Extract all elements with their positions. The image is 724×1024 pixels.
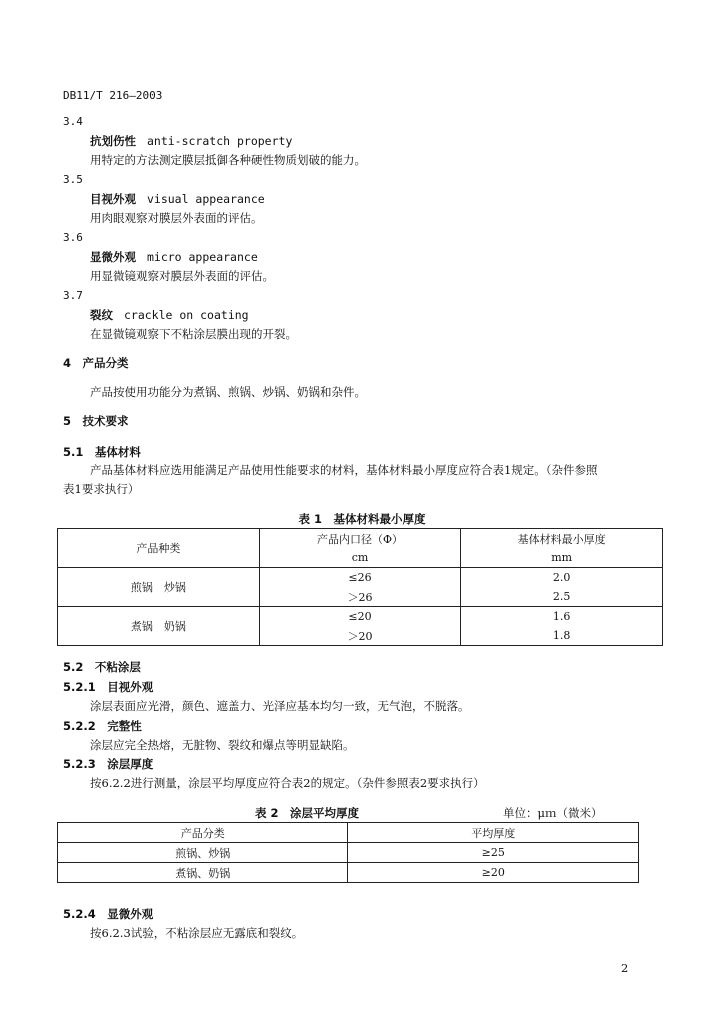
table-row [58,568,663,588]
term-cn: 显微外观 [90,250,136,264]
section-5-2-2-heading: 5.2.2 完整性 [63,719,142,733]
term-number: 3.5 [63,173,83,186]
term-number: 3.6 [63,231,83,244]
section-5-2-4-text: 按6.2.3试验，不粘涂层应无露底和裂纹。 [90,926,304,940]
table-header-cell: 产品种类 [58,529,260,568]
term-en: crackle on coating [123,308,249,322]
term-definition: 用肉眼观察对膜层外表面的评估。 [90,211,263,225]
section-5-2-3-text: 按6.2.2进行测量，涂层平均厚度应符合表2的规定。（杂件参照表2要求执行） [90,776,485,790]
table-header-cell: 产品内口径（Φ） [259,529,461,549]
page-number: 2 [621,961,629,975]
section-5-2-1-text: 涂层表面应光滑，颜色、遮盖力、光泽应基本均匀一致，无气泡，不脱落。 [90,699,470,713]
term-cn: 目视外观 [90,192,136,206]
table-row [58,823,639,843]
table-cell: ＞26 [259,587,461,607]
section-5-heading: 5 技术要求 [63,414,129,428]
section-5-1-text-line1: 产品基体材料应选用能满足产品使用性能要求的材料，基体材料最小厚度应符合表1规定。（杂件参照 [90,463,598,477]
table-cell: 煮锅、奶锅 [58,863,348,883]
section-5-2-heading: 5.2 不粘涂层 [63,660,141,674]
table-header-cell: 基体材料最小厚度 [461,529,663,549]
term-en: anti-scratch property [146,134,293,148]
term-definition: 用显微镜观察对膜层外表面的评估。 [90,269,274,283]
section-4-heading: 4 产品分类 [63,356,129,370]
table-header-cell: 平均厚度 [348,823,639,843]
section-5-2-2-text: 涂层应完全热熔，无脏物、裂纹和爆点等明显缺陷。 [90,738,355,752]
table-row [58,529,663,549]
section-5-1-heading: 5.1 基体材料 [63,445,141,459]
table-unit-cell: mm [461,548,663,568]
table-cell: 1.8 [461,626,663,646]
table-row [58,863,639,883]
table-row [58,843,639,863]
section-5-1-text-line2: 表1要求执行） [63,482,140,496]
table-unit-cell: cm [259,548,461,568]
table-1-caption: 表 1 基体材料最小厚度 [298,512,426,526]
table-header-cell: 产品分类 [58,823,348,843]
term-number: 3.4 [63,115,83,128]
section-5-2-1-heading: 5.2.1 目视外观 [63,680,154,694]
table-1 [57,528,663,646]
document-code: DB11/T 216—2003 [63,89,163,102]
table-cell: 煎锅 炒锅 [58,568,260,607]
term-cn: 裂纹 [90,308,113,322]
table-2-unit: 单位：μｍ（微米） [503,806,603,820]
term-definition: 用特定的方法测定膜层抵御各种硬性物质划破的能力。 [90,153,366,167]
table-row [58,607,663,627]
section-5-2-4-heading: 5.2.4 显微外观 [63,907,154,921]
table-cell: 煮锅 奶锅 [58,607,260,646]
table-cell: 2.0 [461,568,663,588]
term-number: 3.7 [63,289,83,302]
term-definition: 在显微镜观察下不粘涂层膜出现的开裂。 [90,327,297,341]
table-2-caption: 表 2 涂层平均厚度 [255,806,360,820]
table-cell: ≥20 [348,863,639,883]
term-cn: 抗划伤性 [90,134,136,148]
table-cell: ≥25 [348,843,639,863]
table-cell: 1.6 [461,607,663,627]
table-2 [57,822,639,883]
section-4-text: 产品按使用功能分为煮锅、煎锅、炒锅、奶锅和杂件。 [90,385,366,399]
section-5-2-3-heading: 5.2.3 涂层厚度 [63,757,154,771]
term-en: micro appearance [146,250,258,264]
term-en: visual appearance [146,192,265,206]
table-cell: 煎锅、炒锅 [58,843,348,863]
table-cell: ≤26 [259,568,461,588]
table-cell: 2.5 [461,587,663,607]
table-cell: ＞20 [259,626,461,646]
table-cell: ≤20 [259,607,461,627]
